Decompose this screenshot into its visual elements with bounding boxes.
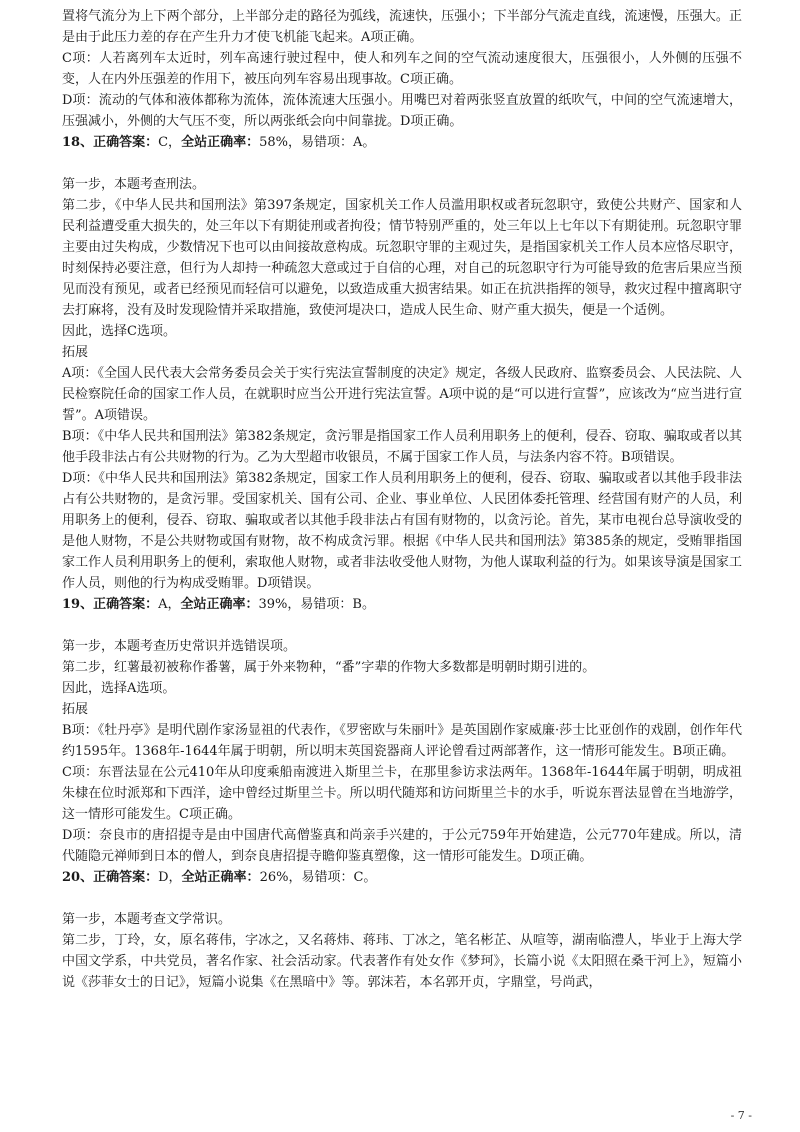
section-heading: 拓展 [62,702,89,717]
paragraph: C项：人若离列车太近时，列车高速行驶过程中，使人和列车之间的空气流动速度很大，压强很小，人外侧的压强不变，人在内外压强差的作用下，被压向列车容易出现事故。C项正确。 [62,51,742,87]
paragraph: 第二步，《中华人民共和国刑法》第397条规定，国家机关工作人员滥用职权或者玩忽职守，致使公共财产、国家和人民利益遭受重大损失的，处三年以下有期徒刑或者拘役；情节特别严重的，处三年以上七年以下有期徒刑。玩忽职守罪主要由过失构成，少数情况下也可以由间接故意构成。玩忽职守罪的主观过失，是指国家机关工作人员本应恪尽职守，时刻保持必要注意，但行为人却持一种疏忽大意或过于自信的心理，对自己的玩忽职守行为可能导致的危害后果应当预见而没有预见，或者已经预见而轻信可以避免，以致造成重大损害结果。如正在抗洪指挥的领导，救灾过程中擅离职守去打麻将，没有及时发现险情并采取措施，致使河堤决口，造成人民生命、财产重大损失，便是一个适例。 [62,198,742,318]
answer-line-19 [62,594,742,615]
rate-value: 58%，易错项：A。 [259,135,376,150]
answer-value: D， [158,870,182,885]
paragraph: 置将气流分为上下两个部分，上半部分走的路径为弧线，流速快，压强小；下半部分气流走直线，流速慢，压强大。正是由于此压力差的存在产生升力才使飞机能飞起来。A项正确。 [62,9,742,45]
paragraph: C项：东晋法显在公元410年从印度乘船南渡进入斯里兰卡，在那里参访求法两年。1368年-1644年属于明朝，明成祖朱棣在位时派郑和下西洋，途中曾经过斯里兰卡。所以明代随郑和访问斯里兰卡的水手，听说东晋法显曾在当地游学，这一情形可能发生。C项正确。 [62,765,742,822]
question-number: 19、 [62,597,94,612]
answer-line-18 [62,132,742,153]
rate-value: 39%，易错项：B。 [258,597,375,612]
paragraph: 第一步，本题考查历史常识并选错误项。 [62,639,297,654]
document-page [62,6,742,993]
paragraph: D项：流动的气体和液体都称为流体，流体流速大压强小。用嘴巴对着两张竖直放置的纸吹气，中间的空气流速增大，压强减小，外侧的大气压不变，所以两张纸会向中间靠拢。D项正确。 [62,93,742,129]
section-heading: 拓展 [62,345,89,360]
paragraph: D项：《中华人民共和国刑法》第382条规定，国家工作人员利用职务上的便利，侵吞、窃取、骗取或者以其他手段非法占有公共财物的，是贪污罪。受国家机关、国有公司、企业、事业单位、人民团体委托管理、经营国有财产的人员，利用职务上的便利，侵吞、窃取、骗取或者以其他手段非法占有国有财物的，以贪污论。首先，某市电视台总导演收受的是他人财物，不是公共财物或国有财物，故不构成贪污罪。根据《中华人民共和国刑法》第385条的规定，受贿罪指国家工作人员利用职务上的便利，索取他人财物，或者非法收受他人财物，为他人谋取利益的行为。如果该导演是国家工作人员，则他的行为构成受贿罪。D项错误。 [62,471,742,591]
paragraph: A项：《全国人民代表大会常务委员会关于实行宪法宣誓制度的决定》规定，各级人民政府、监察委员会、人民法院、人民检察院任命的国家工作人员，在就职时应当公开进行宪法宣誓。A项中说的是“可以进行宣誓”，应该改为“应当进行宣誓”。A项错误。 [62,366,742,423]
paragraph: 第二步，丁玲，女，原名蒋伟，字冰之，又名蒋炜、蒋玮、丁冰之，笔名彬芷、从喧等，湖南临澧人，毕业于上海大学中国文学系，中共党员，著名作家、社会活动家。代表著作有处女作《梦珂》，长篇小说《太阳照在桑干河上》，短篇小说《莎菲女士的日记》，短篇小说集《在黑暗中》等。郭沫若，本名郭开贞，字鼎堂，号尚武， [62,933,742,990]
paragraph: B项：《中华人民共和国刑法》第382条规定，贪污罪是指国家工作人员利用职务上的便利，侵吞、窃取、骗取或者以其他手段非法占有公共财物的行为。乙为大型超市收银员，不属于国家工作人员，与法条内容不符。B项错误。 [62,429,742,465]
answer-line-20 [62,867,742,888]
rate-label: 全站正确率： [180,597,259,612]
answer-label: 正确答案： [93,870,159,885]
answer-value: A， [158,597,181,612]
paragraph: 第一步，本题考查文学常识。 [62,912,232,927]
paragraph: 因此，选择A选项。 [62,681,176,696]
paragraph: D项：奈良市的唐招提寺是由中国唐代高僧鉴真和尚亲手兴建的，于公元759年开始建造，公元770年建成。所以，清代随隐元禅师到日本的僧人，到奈良唐招提寺瞻仰鉴真塑像，这一情形可能发生。D项正确。 [62,828,742,864]
paragraph: B项：《牡丹亭》是明代剧作家汤显祖的代表作，《罗密欧与朱丽叶》是英国剧作家威廉·莎士比亚创作的戏剧，创作年代约1595年。1368年-1644年属于明朝，所以明末英国瓷器商人评论曾看过两部著作，这一情形可能发生。B项正确。 [62,723,742,759]
paragraph: 因此，选择C选项。 [62,324,176,339]
question-number: 20、 [62,870,94,885]
answer-value: C， [158,135,182,150]
rate-label: 全站正确率： [181,135,260,150]
rate-label: 全站正确率： [181,870,260,885]
answer-label: 正确答案： [93,135,159,150]
page-number: - 7 - [730,1109,752,1122]
rate-value: 26%，易错项：C。 [259,870,377,885]
paragraph: 第二步，红薯最初被称作番薯，属于外来物种，“番”字辈的作物大多数都是明朝时期引进的。 [62,660,596,675]
paragraph: 第一步，本题考查刑法。 [62,177,206,192]
answer-label: 正确答案： [93,597,159,612]
question-number: 18、 [62,135,94,150]
